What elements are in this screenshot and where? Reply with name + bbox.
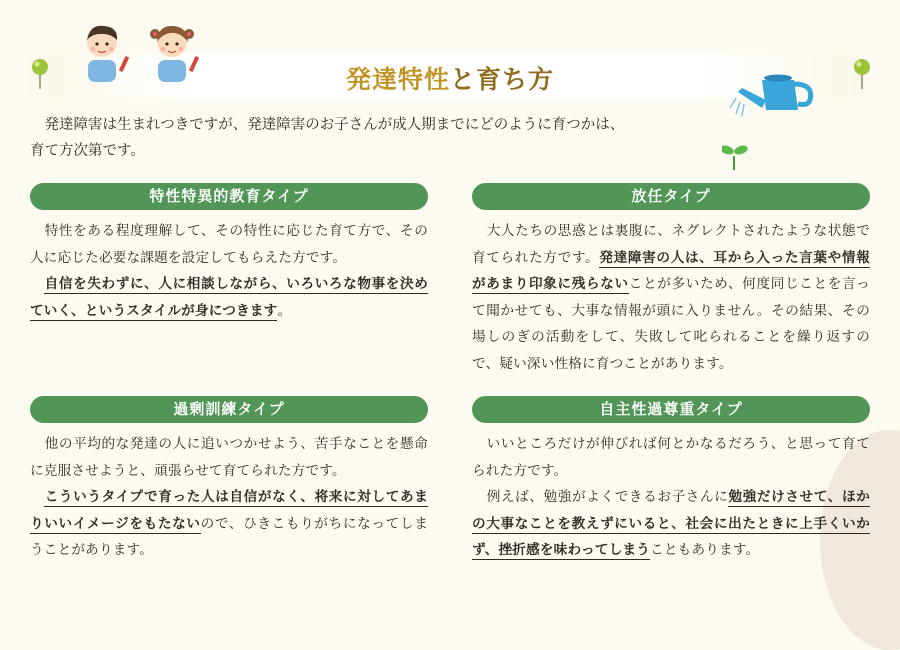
section-body: いいところだけが伸びれば何とかなるだろう、と思って育てられた方です。 例えば、勉強がよくできるお子さんに勉強だけさせて、ほかの大事なことを教えずにいると、社会に出たときに上手くいかず、挫折感を味わってしまうこともあります。 [472, 436, 870, 558]
intro-text [30, 112, 720, 164]
section-label: 自主性過尊重タイプ [472, 396, 870, 423]
title-part2: と育ち方 [450, 65, 555, 94]
section-honin [472, 183, 870, 377]
section-kajo [30, 396, 428, 564]
section-body: 特性をある程度理解して、その特性に応じた育て方で、その人に応じた必要な課題を設定してもらえた方です。 自信を失わずに、人に相談しながら、いろいろな物事を決めていく、というスタイルが身につきます。 [30, 223, 428, 319]
section-tokusei [30, 183, 428, 324]
section-label: 放任タイプ [472, 183, 870, 210]
highlight-text: 自信を失わずに、人に相談しながら、いろいろな物事を決めていく、というスタイルが身につきます [30, 276, 428, 319]
section-label: 過剰訓練タイプ [30, 396, 428, 423]
intro-line-2: 育て方次第です。 [30, 143, 145, 159]
section-jishu [472, 396, 870, 564]
sprout-icon [722, 144, 749, 170]
section-label: 特性特異的教育タイプ [30, 183, 428, 210]
green-pin-icon [30, 58, 50, 90]
section-body: 大人たちの思惑とは裏腹に、ネグレクトされたような状態で育てられた方です。発達障害の人は、耳から入った言葉や情報があまり印象に残らないことが多いため、何度同じことを言って聞かせても、大事な情報が頭に入りません。その結果、その場しのぎの活動をして、失敗して叱られることを繰り返すので、疑い深い性格に育つことがあります。 [472, 223, 870, 372]
highlight-text: 発達障害の人は、耳から入った言葉や情報があまり印象に残らない [472, 249, 870, 292]
section-body: 他の平均的な発達の人に追いつかせよう、苦手なことを懸命に克服させようと、頑張らせて育てられた方です。 こういうタイプで育った人は自信がなく、将来に対してあまりいいイメージをもたないので、ひきこもりがちになってしまうことがあります。 [30, 436, 428, 558]
title-part1: 発達特性 [345, 65, 450, 94]
watering-can-icon [722, 62, 822, 172]
highlight-text: こういうタイプで育った人は自信がなく、将来に対してあまりいいイメージをもたない [30, 489, 428, 532]
green-pin-icon [852, 58, 872, 90]
children-illustration [76, 22, 216, 86]
highlight-text: 勉強だけさせて、ほかの大事なことを教えずにいると、社会に出たときに上手くいかず、挫折感を味わってしまう [472, 489, 870, 558]
intro-line-1: 発達障害は生まれつきですが、発達障害のお子さんが成人期までにどのように育つかは、 [44, 117, 625, 133]
